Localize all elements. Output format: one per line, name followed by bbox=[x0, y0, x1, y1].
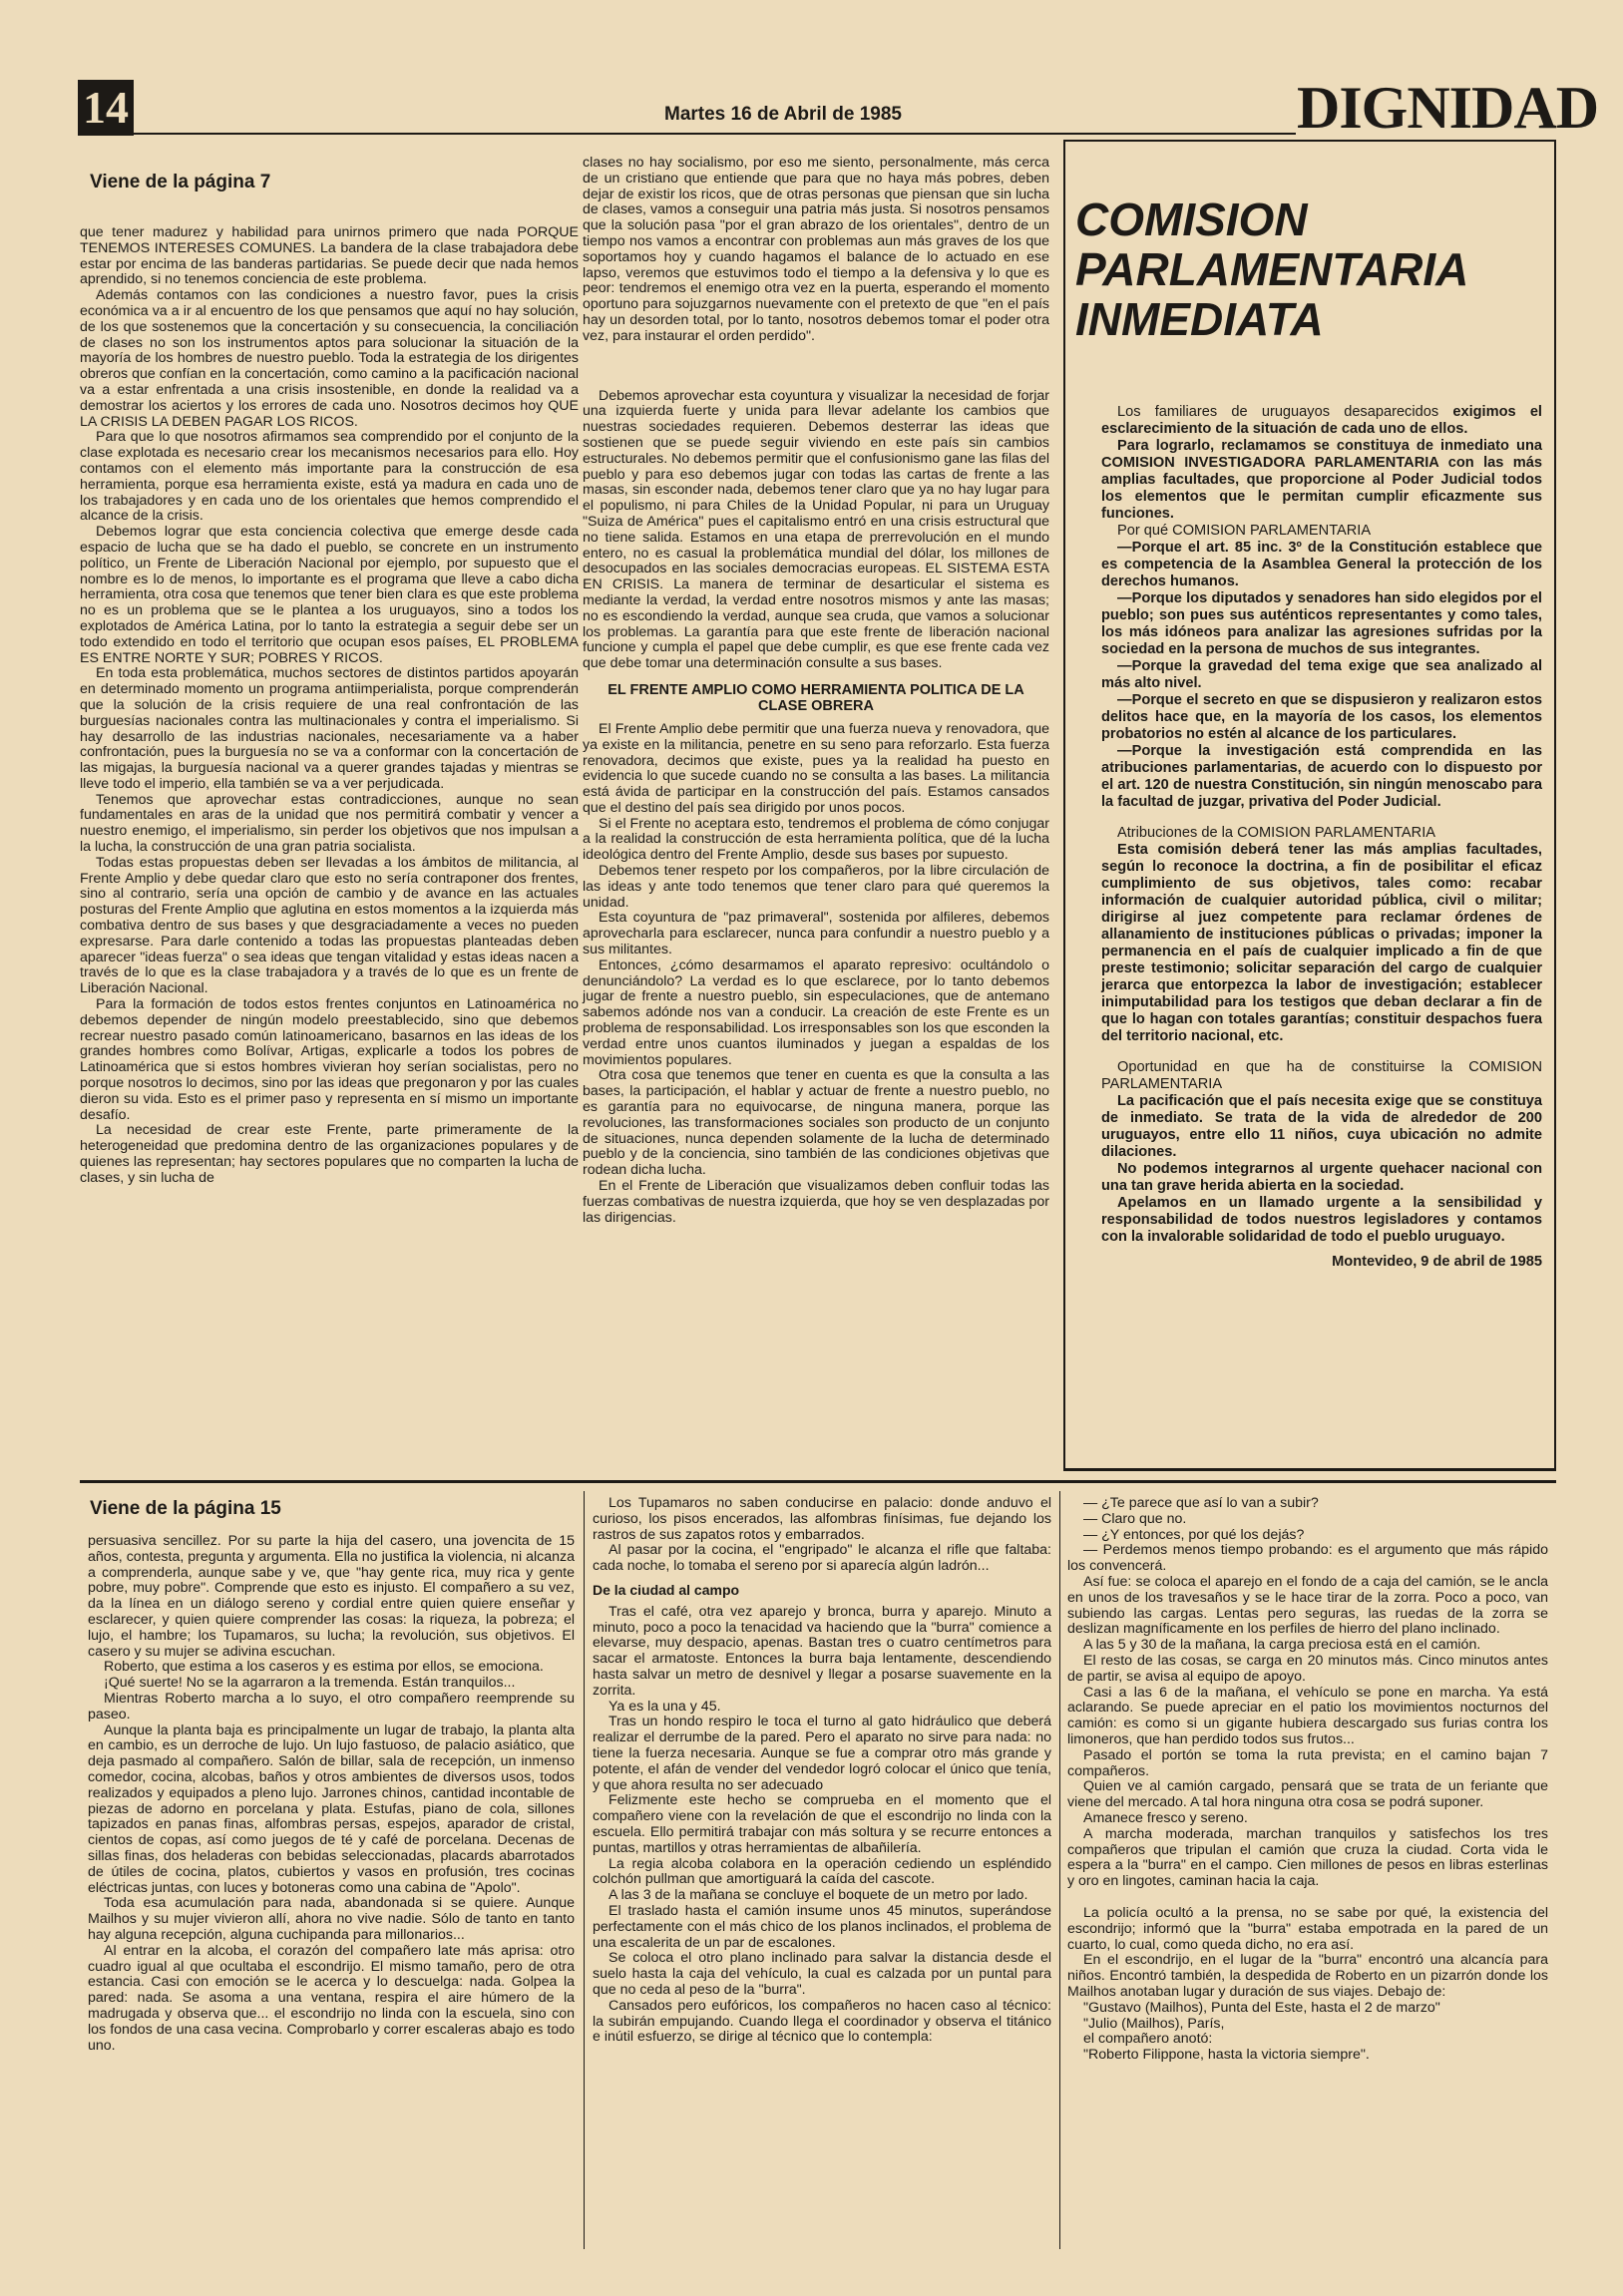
column-rule bbox=[1059, 1491, 1060, 2249]
paragraph: Los Tupamaros no saben conducirse en palacio: donde anduvo el curioso, los pisos encerados, las alfombras finísimas, fue dejando los rastros de sus zapatos rotos y embarrados. bbox=[593, 1495, 1051, 1543]
header-rule bbox=[134, 133, 1296, 135]
paragraph: Debemos aprovechar esta coyuntura y visualizar la necesidad de forjar una izquierda fuerte y unida para llevar adelante los cambios que nuestras sociedades requieren. Debemos desterrar las ideas que sostienen que se puede seguir viviendo en este país sin cambios estructurales. No debemos permitir que el confusionismo gane las filas del pueblo y para eso debemos jugar con todas las cartas de frente a las masas, sin esconder nada, debemos tener claro que ya no hay lugar para el populismo, ni para Chiles de la Unidad Popular, ni para un Uruguay "Suiza de América" pues el capitalismo entró en una crisis estructural que no tiene salida. Estamos en una etapa de prerrevolución en el mundo entero, no es casual la problemática mundial del dólar, los millones de desocupados en las sociales democracias europeas. EL SISTEMA ESTA EN CRISIS. La manera de terminar de desarticular el sistema es mediante la verdad, la verdad entre nosotros mismos y ante las masas; no es escondiendo la verdad, aunque sea cruda, que vamos a solucionar los problemas. La garantía para que este frente de liberación nacional funcione y cumpla el papel que debe cumplir, es que ese frente cada vez que debe tomar una determinación consulte a sus bases. bbox=[583, 387, 1049, 672]
box-text-bold: —Porque la gravedad del tema exige que sea analizado al más alto nivel. bbox=[1101, 658, 1542, 691]
paragraph: Para la formación de todos estos frentes conjuntos en Latinoamérica no debemos depender de ningún modelo preestablecido, sino que debemos recrear nuestro pasado común latinoamericano, basarnos en las ideas de los grandes hombres como Bolívar, Artigas, explicarle a todos los pobres de Latinoamérica que si estos hombres vivieran hoy serían socialistas, pero no porque nosotros lo decimos, sino por las ideas que pregonaron y por las cuales dieron su vida. Esto es el primer paso y representa en sí mismo un importante desafío. bbox=[80, 996, 579, 1123]
box-paragraph bbox=[1101, 404, 1542, 438]
paragraph: En el escondrijo, en el lugar de la "burra" encontró una alcancía para niños. Encontró también, la despedida de Roberto en un pizarrón donde los Mailhos anotaban lugar y duración de sus viajes. Debajo de: bbox=[1067, 1952, 1548, 2000]
box-text-bold: Para lograrlo, reclamamos se constituya de inmediato una COMISION INVESTIGADORA PARLAMENTARIA con las más amplias facultades, que proporcione al Poder Judicial todos los elementos que le permitan cumplir eficazmente sus funciones. bbox=[1101, 438, 1542, 522]
bottom-kicker: Viene de la página 15 bbox=[90, 1498, 281, 1519]
box-title bbox=[1075, 194, 1554, 344]
box-text: Por qué COMISION PARLAMENTARIA bbox=[1117, 523, 1372, 539]
box-text-bold: exigimos el esclarecimiento de la situación de cada uno de ellos. bbox=[1101, 404, 1542, 437]
paragraph: A las 5 y 30 de la mañana, la carga preciosa está en el camión. bbox=[1083, 1637, 1481, 1654]
box-paragraph bbox=[1101, 743, 1542, 811]
box-title-line: COMISION bbox=[1075, 193, 1308, 245]
bottom-article-column-1 bbox=[88, 1534, 575, 2054]
paragraph: Quien ve al camión cargado, pensará que se trata de un feriante que viene del mercado. A tal hora ninguna otra cosa se podrá suponer. bbox=[1067, 1778, 1548, 1811]
paragraph: Toda esa acumulación para nada, abandonada si se quiere. Aunque Mailhos y su mujer vivieron allí, ahora no vive nadie. Sólo de tanto en tanto hay alguna recepción, alguna cuchipanda para millonarios... bbox=[88, 1895, 575, 1943]
paragraph: — Perdemos menos tiempo probando: es el argumento que más rápido los convencerá. bbox=[1067, 1542, 1548, 1575]
paragraph: — ¿Y entonces, por qué los dejás? bbox=[1083, 1526, 1305, 1543]
paragraph: Debemos tener respeto por los compañeros, por la libre circulación de las ideas y ante todo tenemos que tener claro para qué queremos la unidad. bbox=[583, 863, 1049, 911]
paragraph: ¡Qué suerte! No se la agarraron a la tremenda. Están tranquilos... bbox=[104, 1675, 516, 1692]
paragraph: "Roberto Filippone, hasta la victoria siempre". bbox=[1083, 2047, 1370, 2064]
top-subhead: EL FRENTE AMPLIO COMO HERRAMIENTA POLITICA DE LA CLASE OBRERA bbox=[608, 681, 1024, 714]
box-text-bold: Apelamos en un llamado urgente a la sensibilidad y responsabilidad de todos nuestros legisladores y contamos con la invalorable solidaridad de todo el pueblo uruguayo. bbox=[1101, 1195, 1542, 1245]
paragraph: A las 3 de la mañana se concluye el boquete de un metro por lado. bbox=[609, 1887, 1028, 1904]
paragraph: persuasiva sencillez. Por su parte la hija del casero, una jovencita de 15 años, contesta, pregunta y argumenta. Ella no justifica la violencia, ni alcanza a comprenderla, aunque sabe y ve, que "hay gente rica, muy rica y gente pobre, muy pobre". Comprende que esto es injusto. El compañero a su vez, da la línea en un diálogo sereno y cordial entre quien quiere enseñar y esclarecer, y quien quiere comprender las cosas: la riqueza, la pobreza; el lujo, el hambre; los Tupamaros, su lucha; la revolución, sus objetivos. El casero y su mujer se adivina escuchan. bbox=[88, 1533, 575, 1660]
box-paragraph bbox=[1101, 825, 1542, 842]
paragraph: Tras un hondo respiro le toca el turno al gato hidráulico que deberá realizar el derrumbe de la pared. Pero el aparato no sirve para nada: no tiene la fuerza necesaria. Aunque se fue a comprar otro más grande y potente, el afán de vender del vendedor logró colocar el único que tenía, y que ahora resulta no ser adecuado bbox=[593, 1714, 1051, 1793]
paragraph: — Claro que no. bbox=[1083, 1510, 1187, 1527]
issue-date: Martes 16 de Abril de 1985 bbox=[664, 104, 902, 125]
paragraph: Pasado el portón se toma la ruta prevista; en el camino bajan 7 compañeros. bbox=[1067, 1746, 1548, 1779]
paragraph: Entonces, ¿cómo desarmamos el aparato represivo: ocultándolo o denunciándolo? La verdad es lo que esclarece, por lo tanto debemos jugar de frente a nuestro pueblo, sin especulaciones, que de antemano sabemos adónde nos van a conducir. La creación de este Frente es un problema de responsabilidad. Los irresponsables son los que esconden la verdad entre unos cuantos iluminados y juegan a espaldas de los movimientos populares. bbox=[583, 957, 1049, 1068]
box-paragraph bbox=[1101, 540, 1542, 590]
paragraph: Para que lo que nosotros afirmamos sea comprendido por el conjunto de la clase explotada es necesario crear los mecanismos necesarios para ello. Hoy contamos con el elemento más importante para la construcción de esa herramienta, porque esa herramienta existe, está ya madura en cada uno de los trabajadores y en cada uno de los orientales que hemos comprendido el alcance de la crisis. bbox=[80, 429, 579, 525]
masthead: DIGNIDAD bbox=[1297, 75, 1599, 141]
box-title-line: PARLAMENTARIA bbox=[1075, 243, 1469, 295]
box-title-line: INMEDIATA bbox=[1075, 293, 1324, 345]
paragraph: "Gustavo (Mailhos), Punta del Este, hasta el 2 de marzo" bbox=[1083, 1999, 1440, 2016]
paragraph: Mientras Roberto marcha a lo suyo, el otro compañero reemprende su paseo. bbox=[88, 1690, 575, 1722]
paragraph: A marcha moderada, marchan tranquilos y satisfechos los tres compañeros que tripulan el camión que cruza la ciudad. Corta vida le espera a la "burra" en el campo. Cien millones de pesos en libras esterlinas y oro en lingotes, caminan hacia la caja. bbox=[1067, 1825, 1548, 1890]
box-paragraph bbox=[1101, 523, 1542, 540]
bottom-article-column-3 bbox=[1067, 1496, 1548, 2064]
paragraph: que tener madurez y habilidad para unirnos primero que nada PORQUE TENEMOS INTERESES COMUNES. La bandera de la clase trabajadora debe estar por encima de las banderas partidarias. Se puede decir que nada hemos aprendido, si no tenemos conciencia de este problema. bbox=[80, 224, 579, 288]
paragraph: clases no hay socialismo, por eso me siento, personalmente, más cerca de un cristiano que entiende que para que no haya más pobres, deben dejar de existir los ricos, que de otras personas que piensan que sin lucha de clases, vamos a conseguir una patria más justa. Si nosotros pensamos que la solución pasa "por el gran abrazo de los orientales", dentro de un tiempo nos vamos a encontrar con problemas aun más graves de los que soportamos hoy y cuando hagamos el balance de lo actuado en ese lapso, veremos que estuvimos todo el tiempo a la defensiva y lo que es peor: tendremos el enemigo otra vez en la puerta, esperando el momento oportuno para sojuzgarnos nuevamente con el pretexto de que "en el país hay un desorden total, por lo tanto, nosotros debemos tomar el poder otra vez, para instaurar el orden perdido". bbox=[583, 155, 1049, 344]
box-paragraph bbox=[1101, 658, 1542, 692]
top-kicker: Viene de la página 7 bbox=[90, 172, 271, 192]
paragraph: En el Frente de Liberación que visualizamos deben confluir todas las fuerzas combativas de nuestra izquierda, que hoy se ven desplazadas por las dirigencias. bbox=[583, 1178, 1049, 1226]
paragraph: Otra cosa que tenemos que tener en cuenta es que la consulta a las bases, la participación, el hablar y actuar de frente a nuestro pueblo, no es garantía para no equivocarse, de ninguna manera, porque las revoluciones, las transformaciones sociales son producto de un conjunto de situaciones, nunca dependen solamente de la lucha de determinado pueblo y de la conciencia, sino también de las condiciones objetivas que rodean dicha lucha. bbox=[583, 1067, 1049, 1179]
paragraph: Debemos lograr que esta conciencia colectiva que emerge desde cada espacio de lucha que se ha dado el pueblo, se concrete en un instrumento político, un Frente de Liberación Nacional por ejemplo, por supuesto que el nombre es lo de menos, lo importante es el programa que lleve a cabo dicha herramienta, otra cosa que tenemos que tener bien clara es que este problema no es un problema que se le plantea a los uruguayos, sino a todos los explotados de América Latina, por lo tanto la estrategia a seguir debe ser un todo extendido en todo el territorio que ocupan esos países, EL PROBLEMA ES ENTRE NORTE Y SUR; POBRES Y RICOS. bbox=[80, 524, 579, 666]
paragraph: Al pasar por la cocina, el "engripado" le alcanza el rifle que faltaba: cada noche, lo tomaba el sereno por si aparecía algún ladrón... bbox=[593, 1542, 1051, 1575]
column-rule bbox=[584, 1491, 585, 2249]
box-text-bold: La pacificación que el país necesita exige que se constituya de inmediato. Se trata de la vida de alrededor de 200 uruguayos, entre ello 11 niños, cuya ubicación no admite dilaciones. bbox=[1101, 1093, 1542, 1160]
box-text-bold: Esta comisión deberá tener las más amplias facultades, según lo reconoce la doctrina, a fin de posibilitar el eficaz cumplimiento de sus objetivos, tales como: recabar información de cualquier autoridad pública, civil o militar; dirigirse al juez competente para reclamar órdenes de allanamiento de instituciones públicas o privadas; imponer la permanencia en el país de cualquier implicado a fin de que preste testimonio; solicitar separación del cargo de cualquier jerarca que entorpezca la labor de investigación; establecer inimputabilidad para los testigos que deban declarar a fin de que lo hagan con totales garantías; constituir despachos fuera del territorio nacional, etc. bbox=[1101, 842, 1542, 1044]
paragraph: Casi a las 6 de la mañana, el vehículo se pone en marcha. Ya está aclarando. Se puede apreciar en el patio los movimientos nocturnos del camión: es como si un gigante hubiera descargado sus furias contra los limoneros, que han perdido todos sus frutos... bbox=[1067, 1684, 1548, 1747]
paragraph: Así fue: se coloca el aparejo en el fondo de a caja del camión, se le ancla en unos de los travesaños y se le hace tirar de la zorra. Poco a poco, van subiendo las cargas. Lentas pero seguras, las ruedas de la zorra se deslizan magníficamente en los perfiles de hierro del plano inclinado. bbox=[1067, 1573, 1548, 1638]
section-divider bbox=[80, 1480, 1556, 1483]
page-number: 14 bbox=[78, 80, 134, 136]
box-paragraph bbox=[1101, 1093, 1542, 1161]
paragraph: Al entrar en la alcoba, el corazón del compañero late más aprisa: otro cuadro igual al que ocultaba el escondrijo. El mismo tamaño, pero de otra estancia. Casi con emoción se le acerca y lo descuelga: nada. Golpea la pared: nada. Se asoma a una ventana, respira el aire húmero de la madrugada y observa que... el escondrijo no linda con la escuela, sino con los fondos de una casa vecina. Comprobarlo y correr escaleras abajo es todo uno. bbox=[88, 1942, 575, 2054]
paragraph: El traslado hasta el camión insume unos 45 minutos, superándose perfectamente con el más chico de los planos inclinados, el problema de una escalerita de un par de escalones. bbox=[593, 1902, 1051, 1951]
paragraph: En toda esta problemática, muchos sectores de distintos partidos apoyarán en determinado momento un programa antiimperialista, porque comprenderán que la solución de la crisis requiere de una real confrontación de las burguesías nacionales contra las multinacionales y contra el imperialismo. Si hay desarrollo de las industrias nacionales, necesariamente va a haber confrontación, pues la burguesía no se va a conformar con la concertación de las migajas, la burguesía nacional va a querer grandes tajadas y mientras se lleve todo el imperio, ella también se va a ver perjudicada. bbox=[80, 665, 579, 792]
paragraph: "Julio (Mailhos), París, bbox=[1083, 2015, 1225, 2032]
top-article-column-1 bbox=[80, 225, 579, 1187]
paragraph: Todas estas propuestas deben ser llevadas a los ámbitos de militancia, al Frente Amplio y debe quedar claro que esto no sería contraponer dos frentes, sino al contrario, sería una opción de cambio y de avance en las actuales posturas del Frente Amplio que aglutina en estos momentos a la izquierda más combativa dentro de sus bases y que desgraciadamente a veces no pueden expresarse. Para darle contenido a todas las propuestas planteadas deben aparecer "ideas fuerza" o sea ideas que tengan vitalidad y estas ideas nacen a través de lo que es la clase trabajadora y a través de lo que es un frente de Liberación Nacional. bbox=[80, 854, 579, 997]
box-signature: Montevideo, 9 de abril de 1985 bbox=[1332, 1254, 1542, 1270]
paragraph: La policía ocultó a la prensa, no se sabe por qué, la existencia del escondrijo; informó que la "burra" estaba empotrada en la pared de un cuarto, lo cual, como queda dicho, no era así. bbox=[1067, 1904, 1548, 1953]
box-paragraph bbox=[1101, 692, 1542, 743]
paragraph: El Frente Amplio debe permitir que una fuerza nueva y renovadora, que ya existe en la militancia, penetre en su seno para reforzarlo. Esta fuerza renovadora, decimos que existe, pues ya la realidad ha puesto en evidencia lo que sucede cuando no se consulta a las bases. La militancia está ávida de participar en la construcción del país. Estamos cansados que el destino del país sea dirigido por unos pocos. bbox=[583, 720, 1049, 816]
box-text: Atribuciones de la COMISION PARLAMENTARIA bbox=[1117, 825, 1435, 841]
paragraph: Esta coyuntura de "paz primaveral", sostenida por alfileres, debemos aprovecharla para esclarecer, nunca para confundir a nuestro pueblo y a sus militantes. bbox=[583, 910, 1049, 958]
box-text: Los familiares de uruguayos desaparecidos bbox=[1117, 404, 1453, 420]
paragraph: La regia alcoba colabora en la operación cediendo un espléndido colchón pullman que amortiguará la caída del cascote. bbox=[593, 1855, 1051, 1888]
box-text-bold: —Porque la investigación está comprendida en las atribuciones parlamentarias, de acuerdo con lo dispuesto por el art. 120 de nuestra Constitución, sin ningún menoscabo para la facultad de juzgar, privativa del Poder Judicial. bbox=[1101, 743, 1542, 810]
paragraph: Cansados pero eufóricos, los compañeros no hacen caso al técnico: la subirán empujando. Cuando llega el coordinador y observa el titánico e inútil esfuerzo, se dirige al técnico que lo contempla: bbox=[593, 1997, 1051, 2046]
box-text-bold: —Porque el secreto en que se dispusieron y realizaron estos delitos hace que, en la mayoría de los casos, los elementos probatorios no estén al alcance de los particulares. bbox=[1101, 692, 1542, 742]
box-paragraph bbox=[1101, 590, 1542, 658]
box-text-bold: No podemos integrarnos al urgente quehacer nacional con una tan grave herida abierta en la sociedad. bbox=[1101, 1161, 1542, 1194]
box-text-bold: —Porque el art. 85 inc. 3º de la Constitución establece que es competencia de la Asamblea General la protección de los derechos humanos. bbox=[1101, 540, 1542, 589]
box-text: Oportunidad en que ha de constituirse la COMISION PARLAMENTARIA bbox=[1101, 1059, 1542, 1092]
paragraph: Ya es la una y 45. bbox=[609, 1698, 721, 1715]
paragraph: el compañero anotó: bbox=[1083, 2031, 1213, 2048]
paragraph: — ¿Te parece que así lo van a subir? bbox=[1083, 1495, 1319, 1511]
paragraph: Se coloca el otro plano inclinado para salvar la distancia desde el suelo hasta la caja del vehículo, la cual es calzada por un puntal para que no ceda al peso de la "burra". bbox=[593, 1950, 1051, 1998]
top-article-column-2 bbox=[583, 156, 1049, 1226]
box-paragraph bbox=[1101, 438, 1542, 523]
box-text-bold: —Porque los diputados y senadores han sido elegidos por el pueblo; son pues sus auténticos representantes y como tales, los más idóneos para analizar las agresiones sufridas por la sociedad en la persona de muchos de sus integrantes. bbox=[1101, 590, 1542, 657]
bottom-subtitle: De la ciudad al campo bbox=[593, 1581, 740, 1598]
paragraph: Si el Frente no aceptara esto, tendremos el problema de cómo conjugar a la realidad la construcción de esta herramienta política, que dé la lucha ideológica dentro del Frente Amplio, desde sus bases por supuesto. bbox=[583, 815, 1049, 864]
paragraph: El resto de las cosas, se carga en 20 minutos más. Cinco minutos antes de partir, se avisa al equipo de apoyo. bbox=[1067, 1652, 1548, 1685]
box-paragraph bbox=[1101, 1195, 1542, 1246]
box-body bbox=[1101, 404, 1542, 1271]
paragraph: Además contamos con las condiciones a nuestro favor, pues la crisis económica va a ir al encuentro de los que pensamos que aquí no hay solución, de los que sostenemos que la concertación y su consecuencia, la conciliación de clases no son los instrumentos aptos para solucionar la situación de la mayoría de los hombres de nuestro pueblo. Toda la estrategia de los dirigentes obreros que confían en la concertación, como camino a la pacificación nacional va a estar enfrentada a una crisis insostenible, en donde la realidad va a demostrar los aciertos y los errores de cada uno. Nosotros decimos hoy QUE LA CRISIS LA DEBEN PAGAR LOS RICOS. bbox=[80, 287, 579, 430]
box-paragraph bbox=[1101, 1059, 1542, 1093]
paragraph: Tenemos que aprovechar estas contradicciones, aunque no sean fundamentales en aras de la unidad que nos permitirá combatir y vencer a nuestro enemigo, el imperialismo, sin perder los objetivos que nos impulsan a la lucha, la construcción de una gran patria socialista. bbox=[80, 791, 579, 856]
paragraph: Felizmente este hecho se comprueba en el momento que el compañero viene con la revelación de que el escondrijo no linda con la escuela. Ello permitirá trabajar con más soltura y se recurre entonces a puntas, martillos y otras herramientas de albañilería. bbox=[593, 1792, 1051, 1856]
box-paragraph bbox=[1101, 1161, 1542, 1195]
paragraph: La necesidad de crear este Frente, parte primeramente de la heterogeneidad que predomina dentro de las organizaciones populares y de quienes las representan; hay sectores populares que no comparten la lucha de clases, y sin lucha de bbox=[80, 1122, 579, 1186]
paragraph: Amanece fresco y sereno. bbox=[1083, 1809, 1248, 1826]
box-paragraph bbox=[1101, 842, 1542, 1045]
bottom-article-column-2 bbox=[593, 1496, 1051, 2046]
paragraph: Roberto, que estima a los caseros y es estima por ellos, se emociona. bbox=[104, 1659, 544, 1676]
paragraph: Tras el café, otra vez aparejo y bronca, burra y aparejo. Minuto a minuto, poco a poco la tenacidad va haciendo que la "burra" comience a elevarse, muy despacio, apenas. Bastan tres o cuatro centímetros para sacar el armatoste. Entonces la burra baja lentamente, descendiendo hasta salvar un metro de desnivel y llegar a posarse suavemente en la zorrita. bbox=[593, 1603, 1051, 1699]
paragraph: Aunque la planta baja es principalmente un lugar de trabajo, la planta alta en cambio, es un derroche de lujo. Un lujo fastuoso, de palacio asiático, que deja pasmado al compañero. Salón de billar, sala de recepción, un inmenso comedor, cocina, alcobas, baños y otros ambientes de diversos usos, todos realizados y equipados a pleno lujo. Jarrones chinos, cantidad incontable de piezas de adorno en porcelana y plata. Estufas, piano de cola, sillones tapizados en panas finas, alfombras persas, espejos, aparador de cristal, cientos de copas, así como juegos de té y café de porcelana. Decenas de sillas finas, dos heladeras con bebidas seleccionadas, placards abarrotados de útiles de cocina, platos, cubiertos y vasos en profusión, tres cocinas eléctricas juntas, con luces y botoneras como una cabina de "Apolo". bbox=[88, 1722, 575, 1896]
